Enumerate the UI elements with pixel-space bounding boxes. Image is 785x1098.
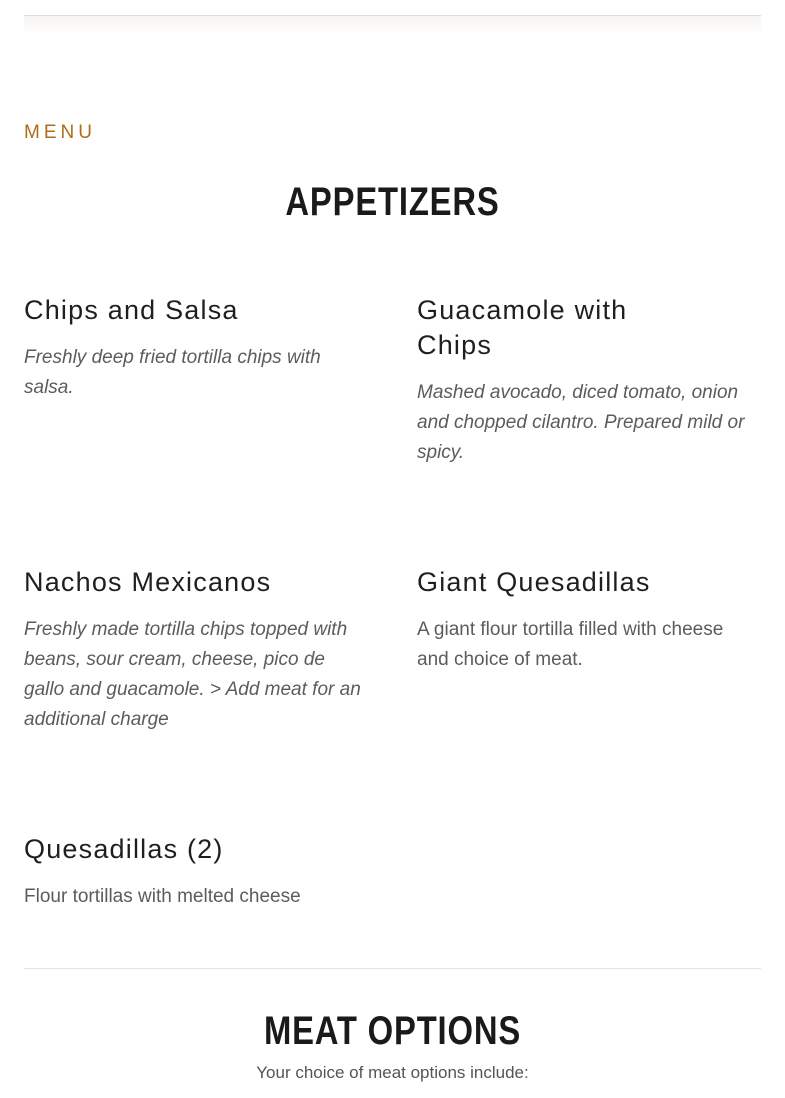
menu-item-chips-and-salsa: [24, 293, 364, 403]
item-description: Mashed avocado, diced tomato, onion and chopped cilantro. Prepared mild or spicy.: [417, 382, 745, 463]
item-name: [24, 832, 364, 867]
menu-item-nachos-mexicanos: [24, 565, 364, 735]
item-name-line: Nachos Mexicanos: [24, 567, 272, 597]
item-description: A giant flour tortilla filled with cheese and choice of meat.: [417, 619, 724, 670]
appetizers-title: APPETIZERS: [285, 180, 500, 224]
item-name-line: Chips: [417, 330, 493, 360]
menu-item-quesadillas: [24, 832, 364, 912]
section-divider: [24, 968, 761, 969]
item-description: Freshly deep fried tortilla chips with salsa.: [24, 347, 321, 398]
item-name: [24, 565, 364, 600]
item-name-line: Guacamole with: [417, 295, 628, 325]
item-description: Flour tortillas with melted cheese: [24, 886, 301, 907]
meat-options-title: MEAT OPTIONS: [263, 1009, 522, 1053]
item-description: Freshly made tortilla chips topped with beans, sour cream, cheese, pico de gallo and guacamole. > Add meat for an additional charge: [24, 619, 361, 730]
menu-item-giant-quesadillas: [417, 565, 757, 675]
header-shadow: [24, 16, 761, 34]
meat-options-intro: Your choice of meat options include:: [256, 1063, 529, 1082]
item-name-line: Chips and Salsa: [24, 295, 239, 325]
menu-label: MENU: [24, 122, 96, 143]
item-name: [417, 565, 757, 600]
item-name-line: Giant Quesadillas: [417, 567, 651, 597]
item-name: [24, 293, 364, 328]
item-name: [417, 293, 757, 363]
menu-item-guacamole-with-chips: [417, 293, 757, 468]
item-name-line: Quesadillas (2): [24, 834, 224, 864]
